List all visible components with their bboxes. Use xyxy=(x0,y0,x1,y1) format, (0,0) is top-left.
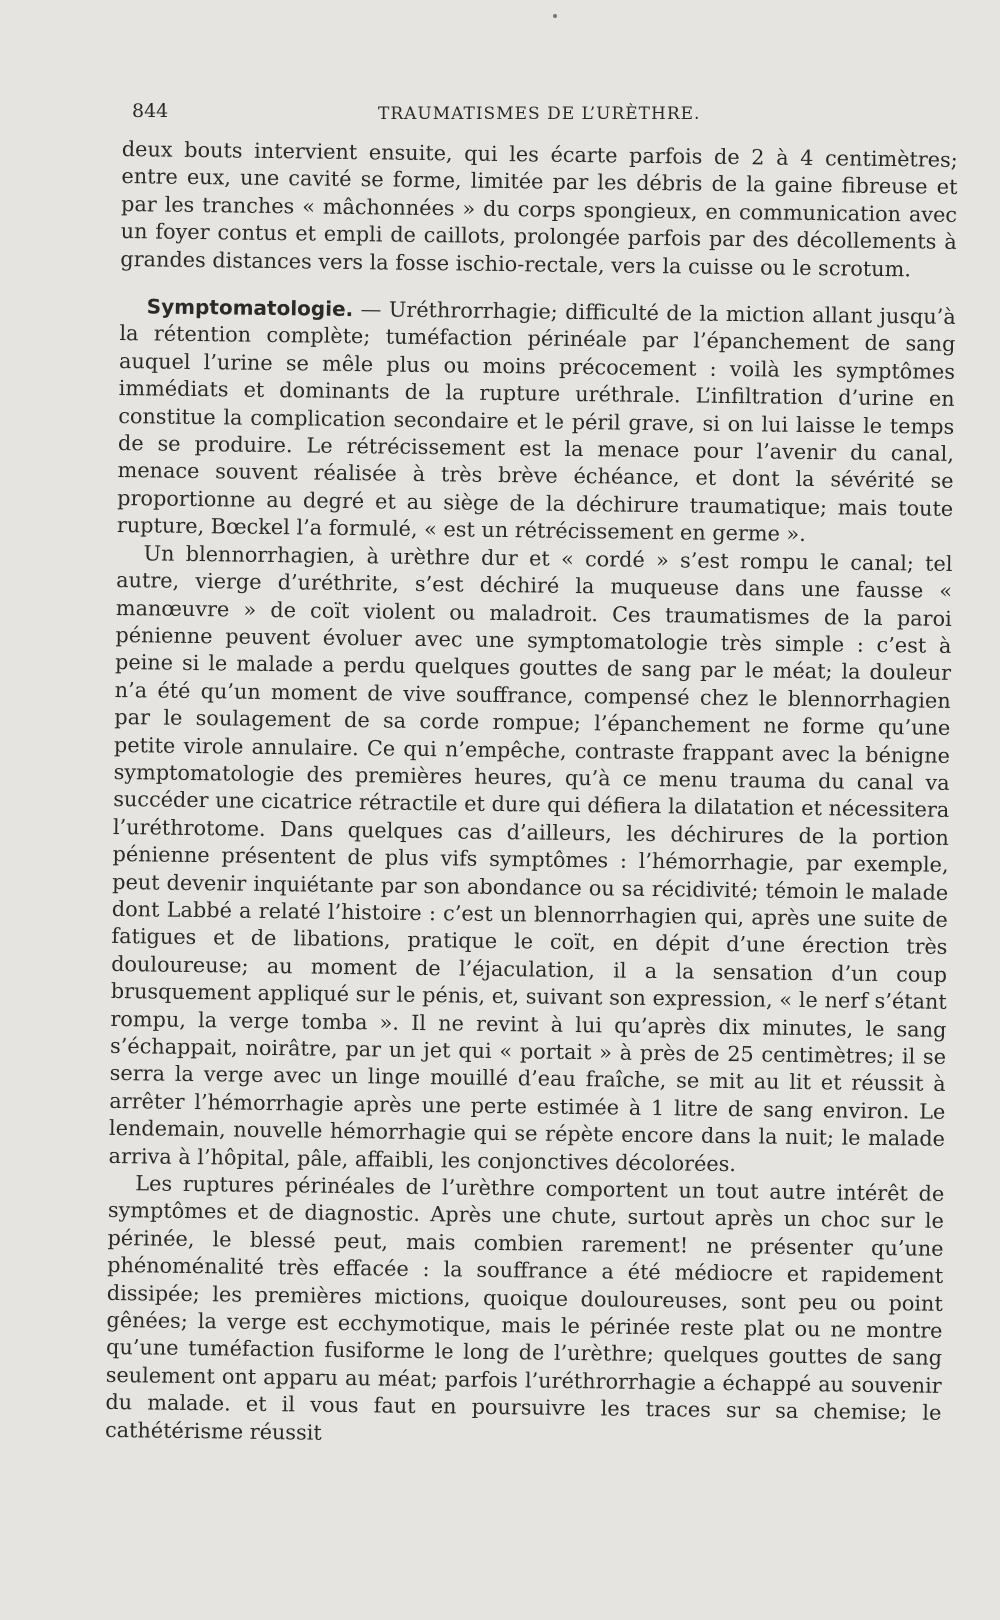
paragraph-4: Les ruptures périnéales de l’urèthre comportent un tout autre intérêt de symptômes et de diagnostic. Après une chute, surtout après un choc sur le périnée, le blessé peut, mais combien rarement! ne présenter qu’une phénoménalité très effacée : la souffrance a été médiocre et rapidement dissipée; les premières mictions, quoique douloureuses, sont peu ou point gênées; la verge est ecchymotique, mais le périnée reste plat ou ne montre qu’une tuméfaction fusiforme le long de l’urèthre; quelques gouttes de sang seulement ont apparu au méat; parfois l’uréthrorrhagie a échappé au souvenir du malade. et il vous faut en poursuivre les traces sur sa chemise; le cathétérisme réussit xyxy=(104,1171,945,1445)
page-number: 844 xyxy=(132,100,169,122)
paragraph-2-text: — Uréthrorrhagie; difficulté de la miction allant jusqu’à la rétention complète; tuméfaction périnéale par l’épanchement de sang auquel l’urine se mêle plus ou moins précocement : voilà les symptômes immédiats et dominants de la rupture uréthrale. L’infiltration d’urine en constitue la complication secondaire et le péril grave, si on lui laisse le temps de se produire. Le rétrécissement est la menace pour l’avenir du canal, menace souvent réalisée à très brève échéance, et dont la sévérité se proportionne au degré et au siège de la déchirure traumatique; mais toute rupture, Bœckel l’a formulé, « est un rétrécissement en germe ». xyxy=(116,297,956,547)
paragraph-2 xyxy=(117,293,956,551)
page-header xyxy=(132,100,950,130)
paragraph-1: deux bouts intervient ensuite, qui les écarte parfois de 2 à 4 centimètres; entre eux, une cavité se forme, limitée par les débris de la gaine fibreuse et par les tranches « mâchonnées » du corps spongieux, en communication avec un foyer contus et empli de caillots, prolongée parfois par des décollements à grandes distances vers la fosse ischio-rectale, vers la cuisse ou le scrotum. xyxy=(120,136,958,281)
body-text xyxy=(105,136,958,1455)
section-heading: Symptomatologie. xyxy=(146,294,354,322)
ink-speck xyxy=(553,14,557,18)
paragraph-3: Un blennorrhagien, à urèthre dur et « cordé » s’est rompu le canal; tel autre, vierge d’uréthrite, s’est déchiré la muqueuse dans une fausse « manœuvre » de coït violent ou maladroit. Ces traumatismes de la paroi pénienne peuvent évoluer avec une symptomatologie très simple : c’est à peine si le malade a perdu quelques gouttes de sang par le méat; la douleur n’a été qu’un moment de vive souffrance, compensé chez le blennorrhagien par le soulagement de sa corde rompue; l’épanchement ne forme qu’une petite virole annulaire. Ce qui n’empêche, contraste frappant avec la bénigne symptomatologie des premières heures, qu’à ce menu trauma du canal va succéder une cicatrice rétractile et dure qui défiera la dilatation et nécessitera l’uréthrotome. Dans quelques cas d’ailleurs, les déchirures de la portion pénienne présentent de plus vifs symptômes : l’hémorrhagie, par exemple, peut devenir inquiétante par son abondance ou sa récidivité; témoin le malade dont Labbé a relaté l’histoire : c’est un blennorrhagien qui, après une suite de fatigues et de libations, pratique le coït, en dépit d’une érection très douloureuse; au moment de l’éjaculation, il a la sensation d’un coup brusquement appliqué sur le pénis, et, suivant son expression, « le nerf s’étant rompu, la verge tomba ». Il ne revint à lui qu’après dix minutes, le sang s’échappait, noirâtre, par un jet qui « portait » à près de 25 centimètres; il se serra la verge avec un linge mouillé d’eau fraîche, se mit au lit et réussit à arrêter l’hémorrhagie après une perte estimée à 1 litre de sang environ. Le lendemain, nouvelle hémorrhagie qui se répète encore dans la nuit; le malade arriva à l’hôpital, pâle, affaibli, les conjonctives décolorées. xyxy=(108,541,953,1176)
running-head: TRAUMATISMES DE L’URÈTHRE. xyxy=(378,104,701,124)
